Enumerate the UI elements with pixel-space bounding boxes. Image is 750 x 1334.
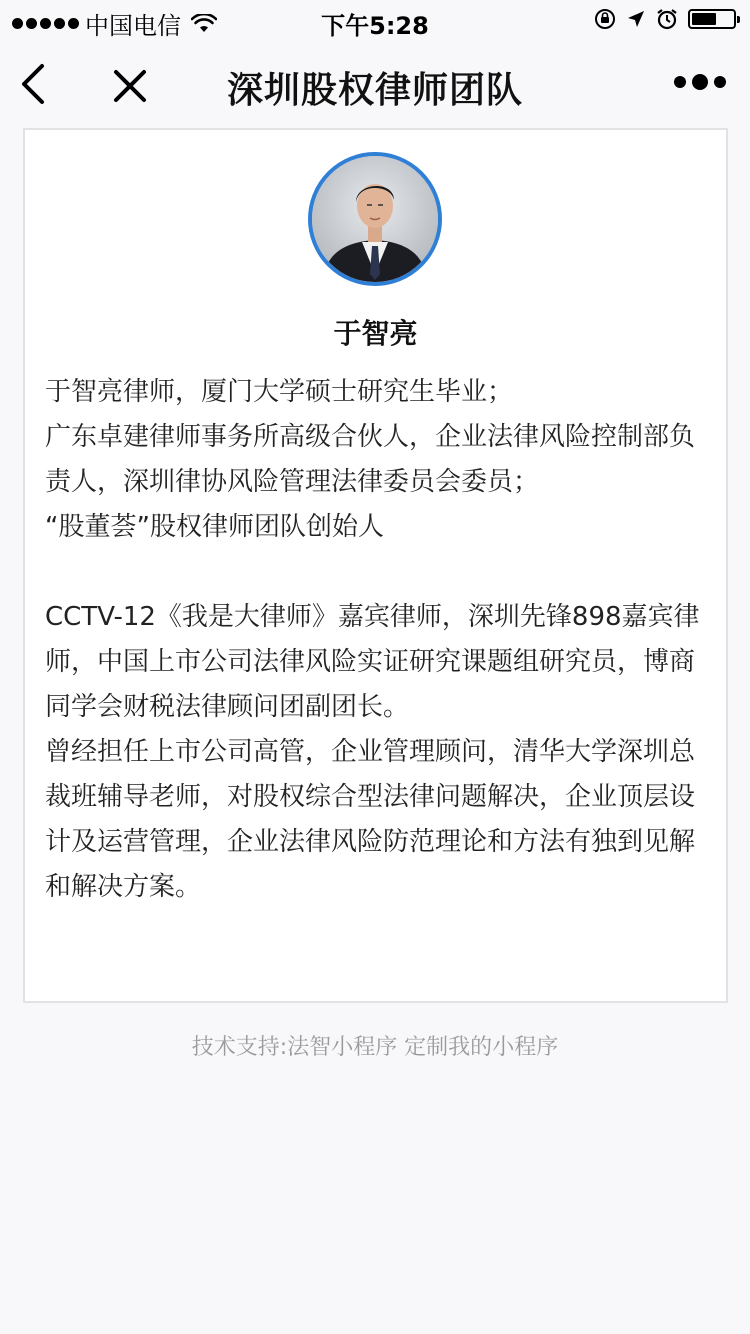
avatar[interactable] (308, 152, 442, 286)
alarm-icon (656, 8, 678, 30)
bio-paragraph: 于智亮律师，厦门大学硕士研究生毕业； (45, 377, 514, 407)
bio-paragraph: 广东卓建律师事务所高级合伙人，企业法律风险控制部负责人，深圳律协风险管理法律委员会委员； (45, 422, 696, 497)
lawyer-bio (45, 370, 706, 910)
lawyer-portrait-image (312, 156, 438, 282)
status-right (594, 8, 736, 30)
orientation-lock-icon (594, 8, 616, 30)
bio-paragraph: “股董荟”股权律师团队创始人 (45, 512, 384, 542)
more-options-button[interactable] (674, 74, 726, 90)
page-title: 深圳股权律师团队 (226, 70, 523, 111)
lawyer-name: 于智亮 (333, 317, 418, 350)
more-dot-icon (692, 74, 708, 90)
location-arrow-icon (626, 9, 646, 29)
carrier-label: 中国电信 (85, 12, 181, 40)
nav-bar (0, 40, 750, 128)
profile-card (23, 128, 728, 1003)
more-dot-icon (674, 76, 686, 88)
status-time: 下午5:28 (321, 12, 429, 40)
footer-tech-support[interactable]: 技术支持:法智小程序 定制我的小程序 (191, 1035, 559, 1060)
battery-icon (688, 9, 736, 29)
more-dot-icon (714, 76, 726, 88)
bio-paragraph: 曾经担任上市公司高管，企业管理顾问，清华大学深圳总裁班辅导老师，对股权综合型法律问题解决，企业顶层设计及运营管理，企业法律风险防范理论和方法有独到见解和解决方案。 (45, 737, 696, 902)
status-bar (0, 0, 750, 40)
bio-spacer (45, 550, 706, 595)
bio-paragraph: CCTV-12《我是大律师》嘉宾律师，深圳先锋898嘉宾律师，中国上市公司法律风险实证研究课题组研究员，博商同学会财税法律顾问团副团长。 (45, 602, 700, 722)
